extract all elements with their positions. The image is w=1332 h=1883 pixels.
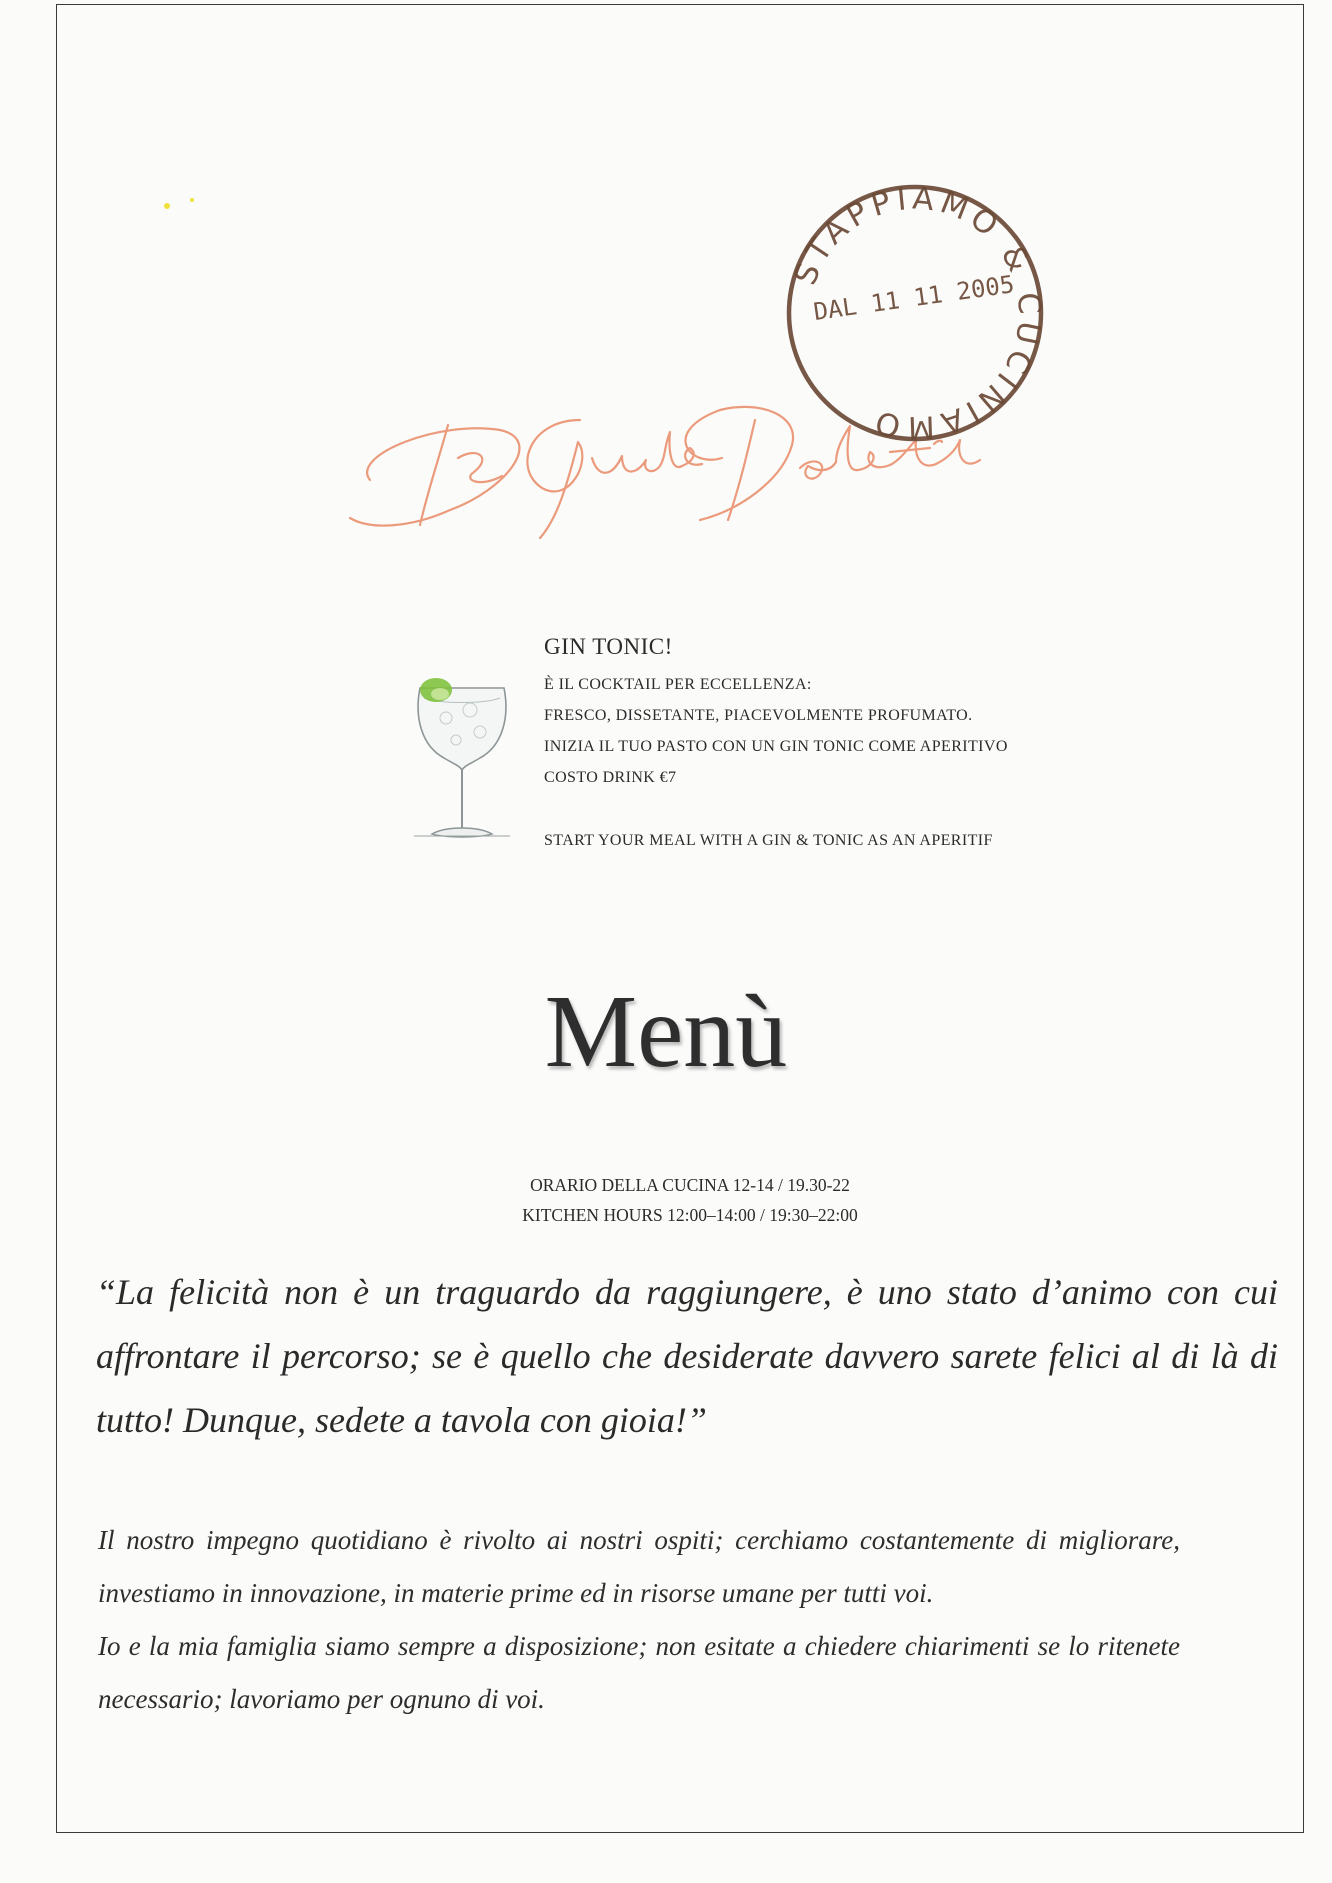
postmark-stamp	[780, 178, 1050, 448]
welcome-quote	[96, 1260, 1278, 1452]
gin-tonic-line: È IL COCKTAIL PER ECCELLENZA:	[544, 676, 812, 694]
menu-title: Menù	[544, 974, 788, 1089]
stamp-ring-text: STAPPIAMO & CUCINIAMO	[787, 180, 1048, 446]
kitchen-hours-italian: ORARIO DELLA CUCINA 12-14 / 19.30-22	[530, 1175, 850, 1195]
stamp-date: DAL 11 11 2005	[811, 270, 1016, 327]
kitchen-hours-english: KITCHEN HOURS 12:00–14:00 / 19:30–22:00	[522, 1205, 858, 1225]
gin-glass-icon	[410, 658, 515, 848]
yellow-speck	[164, 203, 170, 209]
gin-tonic-price: COSTO DRINK €7	[544, 769, 677, 787]
gin-tonic-section	[410, 628, 1110, 868]
gin-tonic-line: FRESCO, DISSETANTE, PIACEVOLMENTE PROFUMATO.	[544, 707, 973, 725]
commitment-paragraph: Io e la mia famiglia siamo sempre a disposizione; non esitate a chiedere chiarimenti se lo ritenete necessario; lavoriamo per ognuno di voi.	[98, 1631, 1180, 1714]
gin-tonic-title: GIN TONIC!	[544, 634, 673, 659]
commitment-paragraph: Il nostro impegno quotidiano è rivolto ai nostri ospiti; cerchiamo costantemente di migliorare, investiamo in innovazione, in materie prime ed in risorse umane per tutti voi.	[98, 1525, 1180, 1608]
gin-tonic-english: START YOUR MEAL WITH A GIN & TONIC AS AN APERITIF	[544, 832, 993, 850]
gin-tonic-line: INIZIA IL TUO PASTO CON UN GIN TONIC COME APERITIVO	[544, 738, 1008, 756]
commitment-paragraphs	[98, 1514, 1180, 1726]
quote-text: “La felicità non è un traguardo da raggiungere, è uno stato d’animo con cui affrontare il percorso; se è quello che desiderate davvero sarete felici al di là di tutto! Dunque, sedete a tavola con gioia!”	[96, 1272, 1278, 1440]
yellow-speck	[190, 198, 194, 202]
kitchen-hours	[0, 1170, 1332, 1230]
